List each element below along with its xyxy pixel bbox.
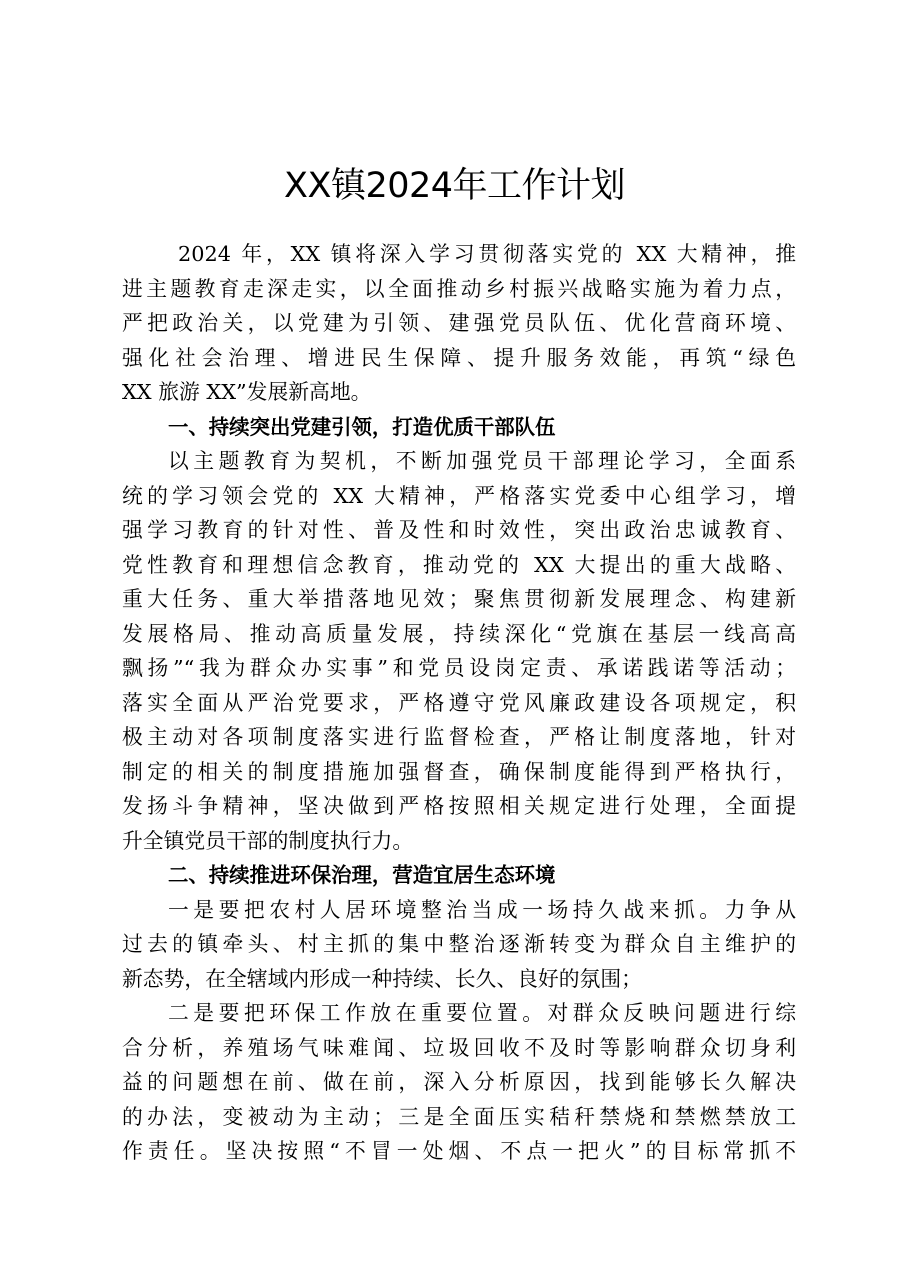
paragraph-line: 强学习教育的针对性、普及性和时效性，突出政治忠诚教育、 <box>122 518 796 542</box>
paragraph-line: 2024 年，XX 镇将深入学习贯彻落实党的 XX 大精神，推 <box>178 242 796 266</box>
paragraph-line: 新态势，在全辖域内形成一种持续、长久、良好的氛围； <box>122 966 642 991</box>
paragraph-line: 二是要把环保工作放在重要位置。对群众反映问题进行综 <box>168 1001 796 1025</box>
paragraph-line: 发扬斗争精神，坚决做到严格按照相关规定进行处理，全面提 <box>122 794 796 818</box>
paragraph-line: XX 旅游 XX”发展新高地。 <box>122 380 372 404</box>
paragraph-line: 的办法，变被动为主动；三是全面压实秸秆禁烧和禁燃禁放工 <box>122 1104 796 1129</box>
paragraph-line: 一是要把农村人居环境整治当成一场持久战来抓。力争从 <box>168 897 796 922</box>
paragraph-line: 升全镇党员干部的制度执行力。 <box>122 828 414 853</box>
document-title: XX镇2024年工作计划 <box>283 166 626 206</box>
paragraph-line: 发展格局、推动高质量发展，持续深化“党旗在基层一线高高 <box>122 621 796 646</box>
paragraph-line: 过去的镇牵头、村主抓的集中整治逐渐转变为群众自主维护的 <box>122 932 796 956</box>
document-body <box>122 237 796 1169</box>
paragraph-line: 极主动对各项制度落实进行监督检查，严格让制度落地，针对 <box>122 725 796 749</box>
paragraph-line: 落实全面从严治党要求，严格遵守党风廉政建设各项规定，积 <box>122 690 796 715</box>
section-heading-2: 二、持续推进环保治理，营造宜居生态环境 <box>168 863 556 887</box>
paragraph-line: 制定的相关的制度措施加强督查，确保制度能得到严格执行， <box>122 759 796 784</box>
paragraph-line: 强化社会治理、增进民生保障、提升服务效能，再筑“绿色 <box>122 345 796 370</box>
paragraph-line: 作责任。坚决按照“不冒一处烟、不点一把火”的目标常抓不 <box>122 1139 796 1163</box>
paragraph-line: 进主题教育走深走实，以全面推动乡村振兴战略实施为着力点， <box>122 276 796 301</box>
paragraph-line: 益的问题想在前、做在前，深入分析原因，找到能够长久解决 <box>122 1070 796 1094</box>
paragraph-line: 合分析，养殖场气味难闻、垃圾回收不及时等影响群众切身利 <box>122 1035 796 1060</box>
section-heading-1: 一、持续突出党建引领，打造优质干部队伍 <box>168 414 556 439</box>
paragraph-line: 重大任务、重大举措落地见效；聚焦贯彻新发展理念、构建新 <box>122 587 796 611</box>
paragraph-line: 统的学习领会党的 XX 大精神，严格落实党委中心组学习，增 <box>122 483 796 508</box>
paragraph-line: 飘扬”“我为群众办实事”和党员设岗定责、承诺践诺等活动； <box>122 656 796 680</box>
paragraph-line: 以主题教育为契机，不断加强党员干部理论学习，全面系 <box>168 449 796 473</box>
paragraph-line: 严把政治关，以党建为引领、建强党员队伍、优化营商环境、 <box>122 311 796 335</box>
paragraph-line: 党性教育和理想信念教育，推动党的 XX 大提出的重大战略、 <box>122 552 796 577</box>
